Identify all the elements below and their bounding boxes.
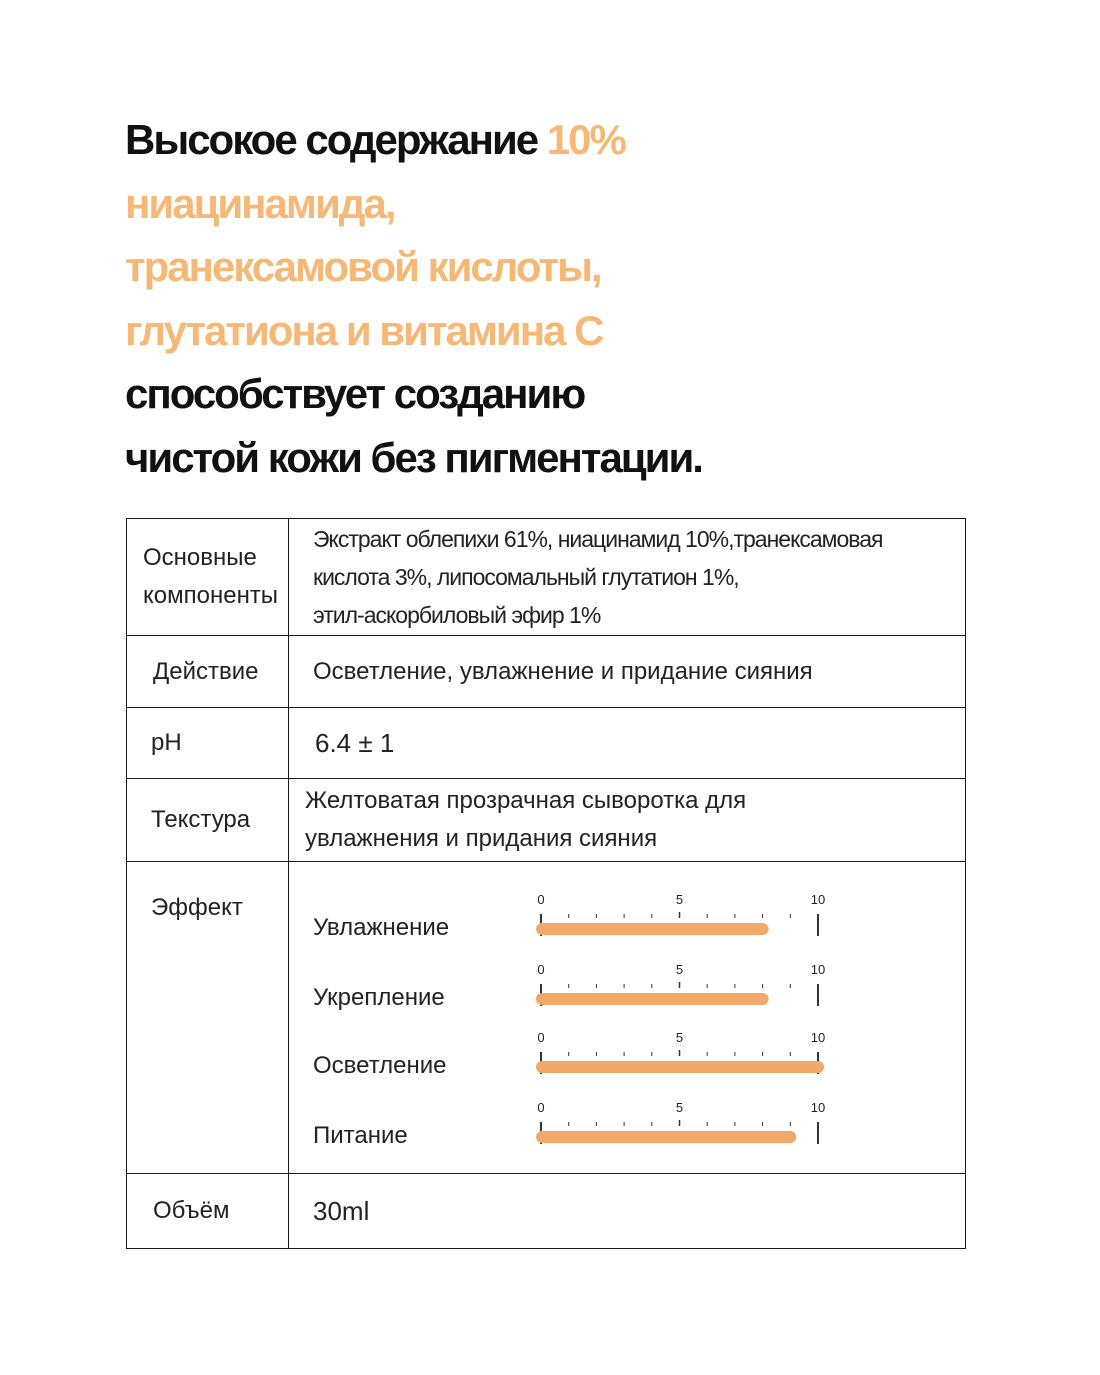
components-value-2: кислота 3%, липосомальный глутатион 1%, xyxy=(313,564,739,590)
scale-label-max: 10 xyxy=(810,1100,826,1115)
effect-scale-svg xyxy=(539,1100,829,1160)
texture-value-1: Желтоватая прозрачная сыворотка для xyxy=(305,787,747,814)
scale-label-min: 0 xyxy=(537,962,545,977)
ph-value: 6.4 ± 1 xyxy=(315,728,395,758)
components-value-3: этил-аскорбиловый эфир 1% xyxy=(313,602,601,628)
headline-line-1 xyxy=(125,108,702,172)
components-value-1: Экстракт облепихи 61%, ниацинамид 10%,транексамовая xyxy=(313,526,883,552)
volume-value: 30ml xyxy=(313,1196,370,1226)
components-value-cell xyxy=(289,519,966,636)
action-row xyxy=(127,636,966,708)
headline-line-4: глутатиона и витамина С xyxy=(125,306,603,354)
scale-label-mid: 5 xyxy=(675,962,684,977)
scale-label-max: 10 xyxy=(810,962,826,977)
ph-row xyxy=(127,708,966,779)
effect-row xyxy=(127,862,966,1174)
effect-scale xyxy=(539,892,829,952)
ph-value-cell xyxy=(289,708,966,779)
spec-table xyxy=(126,518,966,1249)
scale-label-max: 10 xyxy=(810,892,826,907)
texture-label: Текстура xyxy=(151,806,251,833)
effect-scale xyxy=(539,962,829,1022)
ph-label: pH xyxy=(151,729,182,756)
effect-scale-svg xyxy=(539,1030,829,1090)
volume-row xyxy=(127,1174,966,1249)
effect-item-name: Осветление xyxy=(313,1052,447,1079)
effect-item-name: Питание xyxy=(313,1122,408,1149)
headline-line-2: ниацинамида, xyxy=(125,179,395,227)
headline-line-6: чистой кожи без пигментации. xyxy=(125,433,702,481)
components-label-cell xyxy=(127,519,289,636)
scale-label-min: 0 xyxy=(537,1030,545,1045)
action-label-cell xyxy=(127,636,289,708)
volume-label: Объём xyxy=(153,1197,230,1224)
effect-label: Эффект xyxy=(151,894,243,921)
effect-scale-svg xyxy=(539,892,829,952)
effect-scale-svg xyxy=(539,962,829,1022)
action-value: Осветление, увлажнение и придание сияния xyxy=(313,657,813,685)
headline-line-3: транексамовой кислоты, xyxy=(125,243,601,290)
effect-scale xyxy=(539,1030,829,1090)
effect-item-name: Укрепление xyxy=(313,984,445,1011)
components-label-1: Основные xyxy=(143,544,257,571)
scale-label-mid: 5 xyxy=(675,1100,684,1115)
headline xyxy=(125,108,702,489)
effect-item xyxy=(289,1100,965,1160)
action-label: Действие xyxy=(153,657,259,685)
scale-label-mid: 5 xyxy=(675,1030,684,1045)
action-value-cell xyxy=(289,636,966,708)
scale-label-min: 0 xyxy=(537,1100,545,1115)
headline-line-1-accent: 10% xyxy=(546,116,625,163)
texture-row xyxy=(127,779,966,862)
headline-line-1-dark: Высокое содержание xyxy=(125,116,547,163)
effect-item-name: Увлажнение xyxy=(313,914,450,941)
effect-label-cell xyxy=(127,862,289,1174)
effect-rows xyxy=(289,862,965,1172)
scale-label-min: 0 xyxy=(537,892,545,907)
texture-label-cell xyxy=(127,779,289,862)
effect-item xyxy=(289,892,965,952)
volume-value-cell xyxy=(289,1174,966,1249)
effect-scale xyxy=(539,1100,829,1160)
ph-label-cell xyxy=(127,708,289,779)
scale-label-max: 10 xyxy=(810,1030,826,1045)
effect-value-cell xyxy=(289,862,966,1174)
headline-line-5: способствует созданию xyxy=(125,370,585,417)
texture-value-2: увлажнения и придания сияния xyxy=(305,825,658,852)
scale-label-mid: 5 xyxy=(675,892,684,907)
volume-label-cell xyxy=(127,1174,289,1249)
components-label-2: компоненты xyxy=(143,582,279,609)
components-row xyxy=(127,519,966,636)
effect-item xyxy=(289,1030,965,1090)
effect-item xyxy=(289,962,965,1022)
texture-value-cell xyxy=(289,779,966,862)
